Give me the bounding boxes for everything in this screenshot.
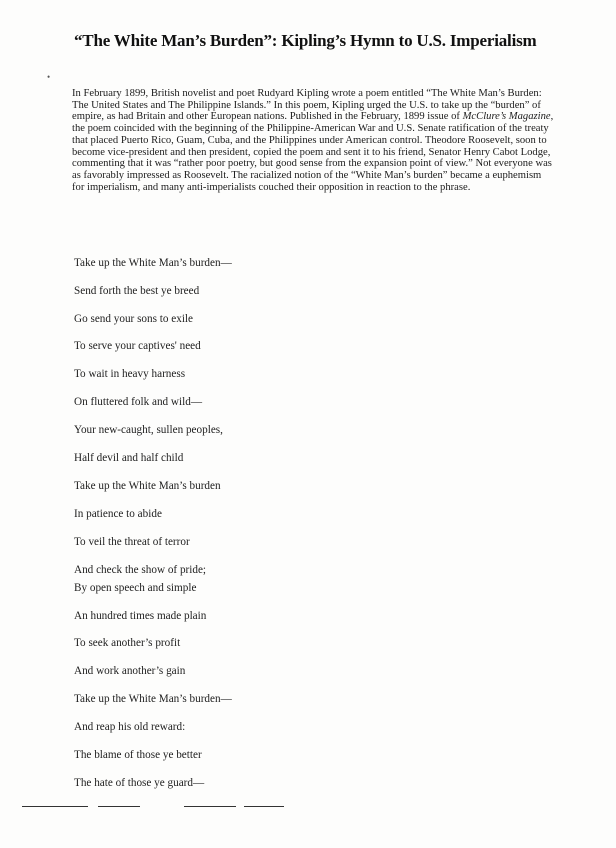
intro-text-part-1: In February 1899, British novelist and poet Rudyard Kipling wrote a poem entitled “The White Man’s Burden: The United States and The Philippine Islands.” In this poem, Kipling urged the U.S. to take up the “burden” of empire, as had Britain and other European nations. Published in the February, 1899 issue of (72, 88, 542, 123)
poem-line: To serve your captives' need (74, 340, 201, 352)
poem-line: On fluttered folk and wild— (74, 396, 203, 408)
poem-line: Go send your sons to exile (74, 313, 194, 325)
poem-line: In patience to abide (74, 508, 162, 520)
footer-rule (244, 806, 284, 807)
poem-line: Your new-caught, sullen peoples, (74, 424, 223, 436)
footer-rule (98, 806, 140, 807)
footer-rule (184, 806, 236, 807)
poem-line: Take up the White Man’s burden (74, 480, 221, 492)
poem-line: The hate of those ye guard— (74, 777, 205, 789)
poem-line: To wait in heavy harness (74, 368, 186, 380)
scan-speck: • (47, 72, 51, 82)
poem-line: The blame of those ye better (74, 749, 202, 761)
poem-line: Take up the White Man’s burden— (74, 257, 232, 269)
document-title: “The White Man’s Burden”: Kipling’s Hymn to U.S. Imperialism (74, 31, 537, 50)
poem-line: Send forth the best ye breed (74, 285, 200, 297)
poem-line: And check the show of pride; (74, 564, 207, 576)
magazine-name: McClure’s Magazine (462, 111, 551, 123)
footer-rule (22, 806, 88, 807)
intro-paragraph (72, 88, 556, 193)
poem-line: Half devil and half child (74, 452, 184, 464)
poem-line: And work another’s gain (74, 665, 186, 677)
poem-line: To seek another’s profit (74, 637, 181, 649)
poem-line: To veil the threat of terror (74, 536, 190, 548)
intro-text-part-2: , the poem coincided with the beginning of the Philippine-American War and U.S. Senate ratification of the treaty that placed Puerto Rico, Guam, Cuba, and the Philippines under American control. Theodore Roosevelt, soon to become vice-president and then president, copied the poem and sent it to his friend, Senator Henry Cabot Lodge, commenting that it was “rather poor poetry, but good sense from the expansion point of view.” Not everyone was as favorably impressed as Roosevelt. The racialized notion of the “White Man’s burden” became a euphemism for imperialism, and many anti-imperialists couched their opposition in reaction to the phrase. (72, 111, 554, 193)
poem-line: And reap his old reward: (74, 721, 186, 733)
poem-line: An hundred times made plain (74, 610, 207, 622)
poem-line: By open speech and simple (74, 582, 197, 594)
poem-line: Take up the White Man’s burden— (74, 693, 232, 705)
